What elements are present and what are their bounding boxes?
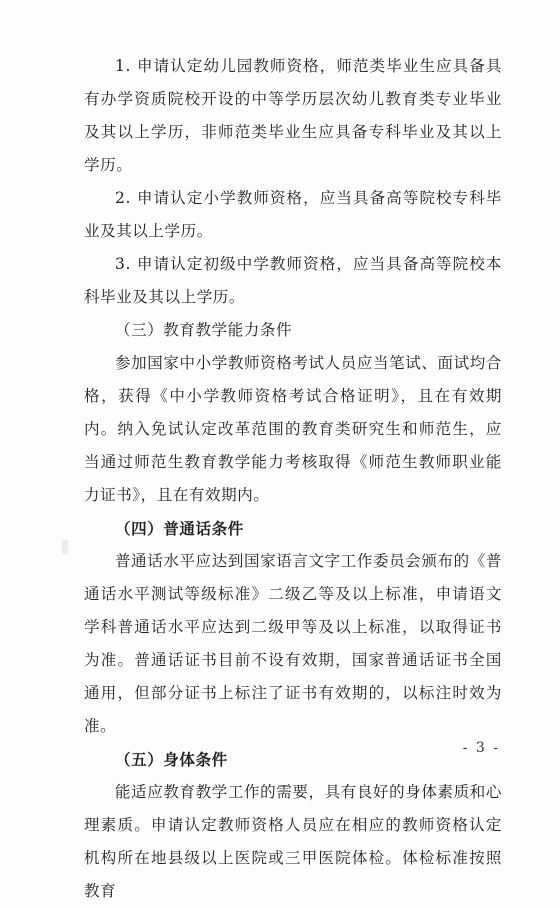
paragraph-junior-middle-requirement: 3. 申请认定初级中学教师资格，应当具备高等院校本科毕业及其以上学历。: [84, 255, 502, 306]
section-heading-mandarin: （四）普通话条件: [115, 519, 244, 538]
section-heading-physical: （五）身体条件: [115, 750, 228, 769]
paragraph-primary-requirement: 2. 申请认定小学教师资格，应当具备高等院校专科毕业及其以上学历。: [84, 189, 502, 240]
scan-artifact: [62, 540, 68, 554]
paragraph-kindergarten-requirement: 1. 申请认定幼儿园教师资格，师范类毕业生应具备具有办学资质院校开设的中等学历层次幼儿教育类专业毕业及其以上学历，非师范类毕业生应具备专科毕业及其以上学历。: [84, 57, 502, 174]
paragraph-teaching-ability: 参加国家中小学教师资格考试人员应当笔试、面试均合格，获得《中小学教师资格考试合格证明》，且在有效期内。纳入免试认定改革范围的教育类研究生和师范生，应当通过师范生教育教学能力考核取得《师范生教师职业能力证书》，且在有效期内。: [84, 354, 502, 504]
paragraph-physical: 能适应教育教学工作的需要，具有良好的身体素质和心理素质。申请认定教师资格人员应在相应的教师资格认定机构所在地县级以上医院或三甲医院体检。体检标准按照教育: [84, 783, 502, 900]
paragraph-mandarin: 普通话水平应达到国家语言文字工作委员会颁布的《普通话水平测试等级标准》二级乙等及以上标准，申请语文学科普通话水平应达到二级甲等及以上标准，以取得证书为准。普通话证书目前不设有效期，国家普通话证书全国通用，但部分证书上标注了证书有效期的，以标注时效为准。: [84, 552, 502, 735]
page-number: - 3 -: [462, 740, 500, 756]
section-heading-teaching-ability: （三）教育教学能力条件: [115, 321, 293, 339]
